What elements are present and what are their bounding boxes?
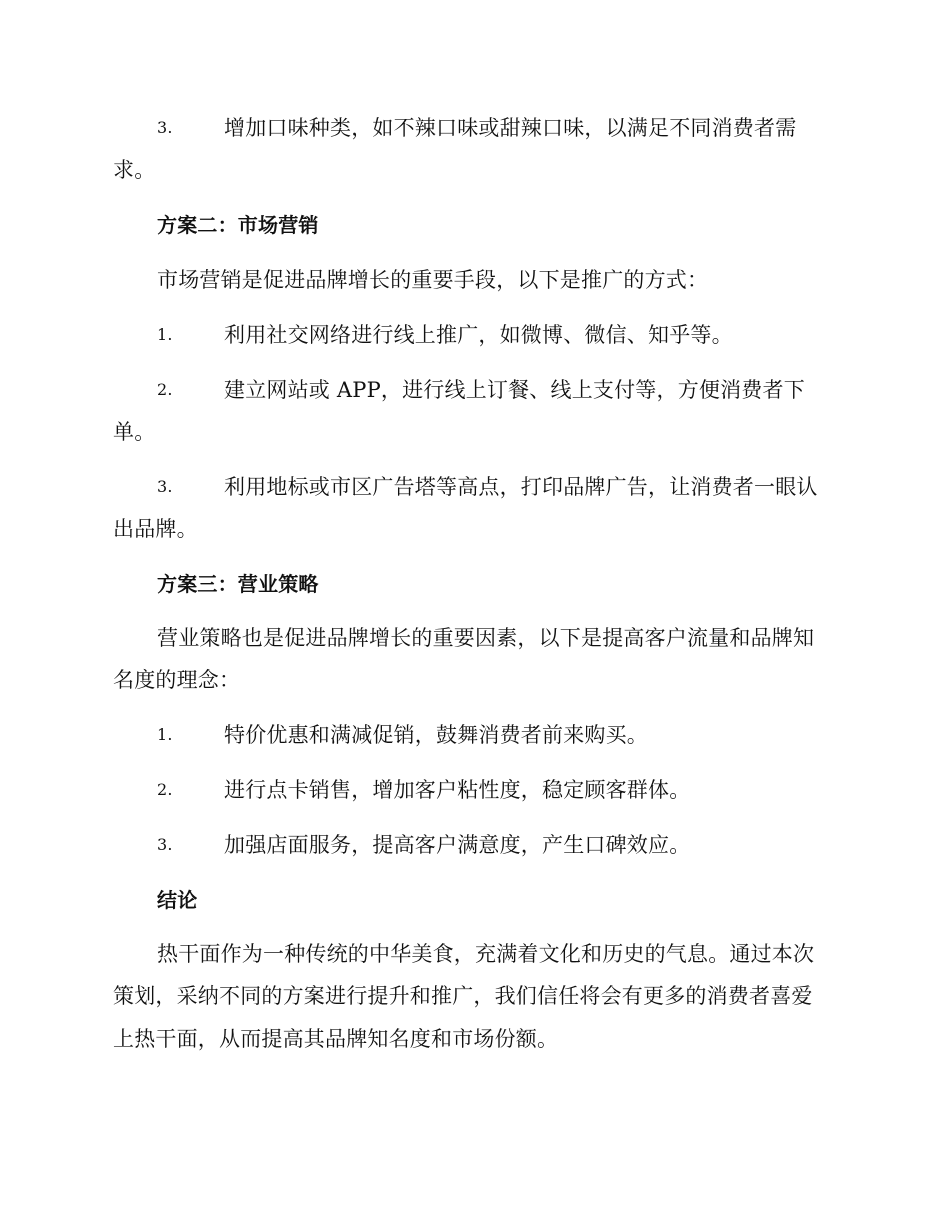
list-item-text: 增加口味种类，如不辣口味或甜辣口味，以满足不同消费者需 [224, 116, 797, 140]
section-heading: 方案二：市场营销 [157, 213, 319, 237]
list-item-continuation: 单。 [113, 420, 156, 444]
list-item-text: 利用地标或市区广告塔等高点，打印品牌广告，让消费者一眼认 [224, 475, 818, 499]
list-item-number: 3. [157, 118, 173, 137]
section-heading: 结论 [157, 888, 198, 912]
list-item-text: 进行点卡销售，增加客户粘性度，稳定顾客群体。 [224, 778, 691, 802]
paragraph: 热干面作为一种传统的中华美食，充满着文化和历史的气息。通过本次 [157, 942, 815, 966]
paragraph-continuation: 名度的理念： [113, 668, 241, 692]
list-item-continuation: 求。 [113, 158, 156, 182]
paragraph: 营业策略也是促进品牌增长的重要因素，以下是提高客户流量和品牌知 [157, 626, 815, 650]
list-item-number: 1. [157, 325, 173, 344]
list-item-number: 3. [157, 835, 173, 854]
list-item-number: 2. [157, 780, 173, 799]
list-item-number: 1. [157, 725, 173, 744]
list-item-number: 3. [157, 477, 173, 496]
paragraph-continuation: 上热干面，从而提高其品牌知名度和市场份额。 [113, 1027, 559, 1051]
list-item-text: 利用社交网络进行线上推广，如微博、微信、知乎等。 [224, 323, 733, 347]
section-heading: 方案三：营业策略 [157, 572, 319, 596]
list-item-text: 特价优惠和满减促销，鼓舞消费者前来购买。 [224, 723, 648, 747]
list-item-continuation: 出品牌。 [113, 517, 198, 541]
paragraph: 市场营销是促进品牌增长的重要手段，以下是推广的方式： [157, 268, 709, 292]
list-item-text: 加强店面服务，提高客户满意度，产生口碑效应。 [224, 833, 691, 857]
list-item-number: 2. [157, 380, 173, 399]
paragraph-continuation: 策划，采纳不同的方案进行提升和推广，我们信任将会有更多的消费者喜爱 [113, 984, 813, 1008]
list-item-text: 建立网站或 APP，进行线上订餐、线上支付等，方便消费者下 [224, 378, 805, 402]
